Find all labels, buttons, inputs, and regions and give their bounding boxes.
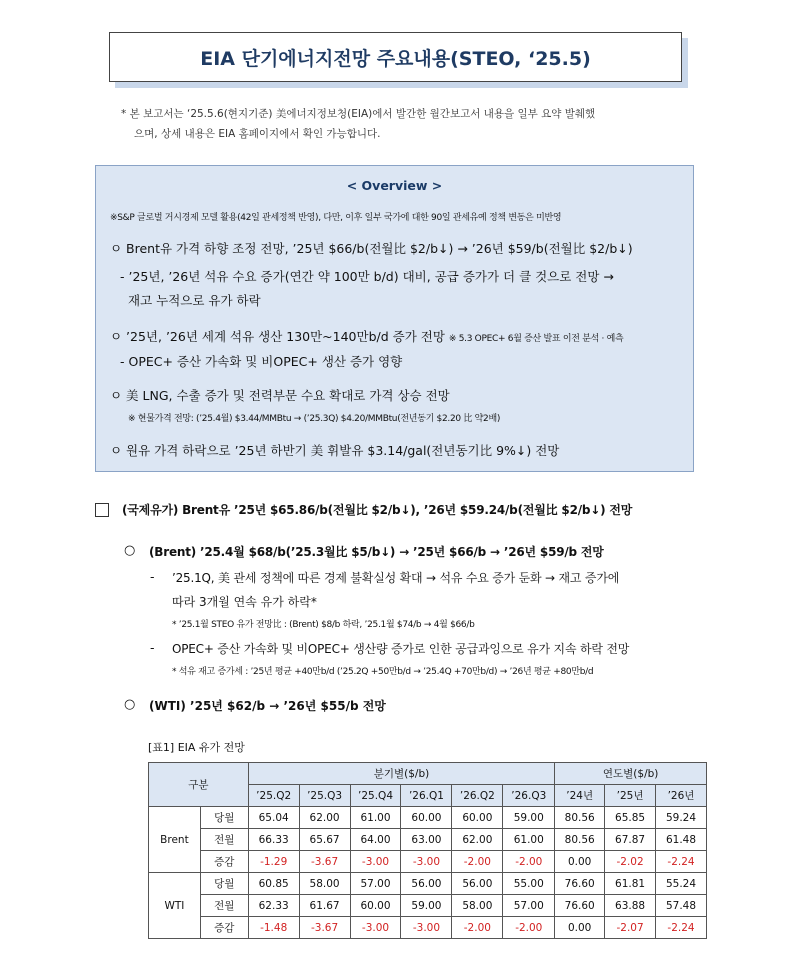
table-cell: 55.00 [503,873,555,895]
column-header: ’25.Q4 [350,785,401,807]
table-cell: 65.85 [605,807,656,829]
table-cell: -3.00 [401,851,452,873]
table-body [149,763,707,939]
table-row [149,917,707,939]
brent-bullet-marker: ○ [124,543,136,558]
oil-price-table [148,762,707,939]
table-row [149,873,707,895]
table-cell: 60.00 [350,895,401,917]
wti-bullet-marker: ○ [124,697,136,712]
column-header: ’26.Q1 [401,785,452,807]
column-header: ’25.Q3 [299,785,350,807]
overview-bullet-3-note: ※ 현물가격 전망: (’25.4월) $3.44/MMBtu → (’25.3Q) $4.20/MMBtu(전년동기 $2.20 比 약2배) [128,414,501,424]
table-cell: -1.48 [248,917,299,939]
table-cell: 56.00 [401,873,452,895]
table-cell: 58.00 [299,873,350,895]
section-heading: (국제유가) Brent유 ’25년 $65.86/b(전월比 $2/b↓), ’26년 $59.24/b(전월比 $2/b↓) 전망 [122,503,633,517]
table-cell: -1.29 [248,851,299,873]
table-cell: 61.48 [656,829,707,851]
row-group-name: Brent [149,807,201,873]
row-label: 전월 [200,829,248,851]
table-cell: 65.04 [248,807,299,829]
note-line-2: 으며, 상세 내용은 EIA 홈페이지에서 확인 가능합니다. [134,128,381,140]
table-cell: 55.24 [656,873,707,895]
table-cell: 61.00 [503,829,555,851]
table-cell: 76.60 [555,873,605,895]
table-cell: 62.33 [248,895,299,917]
column-header: ’25.Q2 [248,785,299,807]
table-cell: 59.00 [503,807,555,829]
table-cell: 80.56 [555,829,605,851]
table-cell: -2.07 [605,917,656,939]
overview-bullet-2 [110,327,623,345]
table-cell: 66.33 [248,829,299,851]
table-cell: -2.24 [656,917,707,939]
column-header: ’26.Q2 [452,785,503,807]
table-cell: 67.87 [605,829,656,851]
brent-detail-1-note: * ’25.1월 STEO 유가 전망比 : (Brent) $8/b 하락, ’25.1월 $74/b → 4월 $66/b [172,620,475,630]
table-cell: -2.00 [503,917,555,939]
table-cell: -3.00 [401,917,452,939]
table-cell: -2.02 [605,851,656,873]
page-title: EIA 단기에너지전망 주요내용(STEO, ‘25.5) [109,32,682,82]
header-annual: 연도별($/b) [555,763,707,785]
table-cell: -3.67 [299,851,350,873]
table-cell: 58.00 [452,895,503,917]
overview-bullet-1: ㅇ Brent유 가격 하향 조정 전망, ’25년 $66/b(전월比 $2/b↓) → ’26년 $59/b(전월比 $2/b↓) [110,241,633,256]
table-cell: -3.00 [350,851,401,873]
table-cell: 62.00 [299,807,350,829]
table-cell: 60.00 [452,807,503,829]
table-cell: 57.00 [503,895,555,917]
row-label: 증감 [200,917,248,939]
note-line-1: * 본 보고서는 ‘25.5.6(현지기준) 美에너지정보청(EIA)에서 발간한 월간보고서 내용을 일부 요약 발췌했 [121,108,596,120]
wti-heading: (WTI) ’25년 $62/b → ’26년 $55/b 전망 [149,699,386,713]
report-note [121,104,696,144]
header-quarterly: 분기별($/b) [248,763,555,785]
table-cell: 60.85 [248,873,299,895]
row-label: 당월 [200,807,248,829]
brent-detail-1a: ’25.1Q, 美 관세 정책에 따른 경제 불확실성 확대 → 석유 수요 증가 둔화 → 재고 증가에 [172,571,620,585]
overview-bullet-2-text: ㅇ ’25년, ’26년 세계 석유 생산 130만~140만b/d 증가 전망 [110,329,445,344]
dash-marker-2: - [150,640,155,655]
table-cell: -2.00 [503,851,555,873]
table-header-row-1 [149,763,707,785]
table-cell: 0.00 [555,917,605,939]
table-cell: 63.00 [401,829,452,851]
brent-heading: (Brent) ’25.4월 $68/b(’25.3월比 $5/b↓) → ’25년 $66/b → ’26년 $59/b 전망 [149,545,604,559]
table-cell: 59.24 [656,807,707,829]
table-cell: 56.00 [452,873,503,895]
row-label: 전월 [200,895,248,917]
column-header: ’26년 [656,785,707,807]
table-cell: -3.67 [299,917,350,939]
title-block [109,32,682,82]
table-row [149,829,707,851]
overview-bullet-2-note: ※ 5.3 OPEC+ 6월 증산 발표 이전 분석 · 예측 [448,334,624,344]
overview-title: < Overview > [346,178,443,193]
table-cell: 76.60 [555,895,605,917]
table-cell: 64.00 [350,829,401,851]
table-cell: -2.24 [656,851,707,873]
table-cell: 61.81 [605,873,656,895]
header-category: 구분 [149,763,249,807]
overview-assumption: ※S&P 글로벌 거시경제 모델 활용(42일 관세정책 반영), 다만, 이후 일부 국가에 대한 90일 관세유예 정책 변동은 미반영 [110,213,562,223]
table-cell: 63.88 [605,895,656,917]
column-header: ’24년 [555,785,605,807]
overview-bullet-4: ㅇ 원유 가격 하락으로 ’25년 하반기 美 휘발유 $3.14/gal(전년동기比 9%↓) 전망 [110,443,560,458]
brent-detail-2-note: * 석유 재고 증가세 : ’25년 평균 +40만b/d (’25.2Q +50만b/d → ’25.4Q +70만b/d) → ’26년 평균 +80만b/d [172,667,594,677]
overview-bullet-1-detail-a: - ’25년, ’26년 석유 수요 증가(연간 약 100만 b/d) 대비, 공급 증가가 더 클 것으로 전망 → [120,269,614,284]
column-header: ’25년 [605,785,656,807]
overview-bullet-2-detail: - OPEC+ 증산 가속화 및 비OPEC+ 생산 증가 영향 [120,354,403,369]
table-row [149,807,707,829]
overview-box [95,165,694,472]
table-row [149,851,707,873]
table-cell: -3.00 [350,917,401,939]
table-cell: 80.56 [555,807,605,829]
overview-bullet-1-detail-b: 재고 누적으로 유가 하락 [128,293,261,308]
table-cell: 61.67 [299,895,350,917]
table-cell: 59.00 [401,895,452,917]
row-group-name: WTI [149,873,201,939]
table-cell: -2.00 [452,851,503,873]
column-header: ’26.Q3 [503,785,555,807]
table-cell: 0.00 [555,851,605,873]
brent-detail-1b: 따라 3개월 연속 유가 하락* [172,595,317,609]
table-cell: 60.00 [401,807,452,829]
brent-detail-2: OPEC+ 증산 가속화 및 비OPEC+ 생산량 증가로 인한 공급과잉으로 유가 지속 하락 전망 [172,642,630,656]
row-label: 증감 [200,851,248,873]
overview-bullet-3: ㅇ 美 LNG, 수출 증가 및 전력부문 수요 확대로 가격 상승 전망 [110,388,450,403]
row-label: 당월 [200,873,248,895]
table-cell: 57.00 [350,873,401,895]
table-cell: 65.67 [299,829,350,851]
table-row [149,895,707,917]
section-checkbox [95,503,109,517]
table-cell: 62.00 [452,829,503,851]
table-caption: [표1] EIA 유가 전망 [148,741,245,754]
table-cell: 57.48 [656,895,707,917]
table-cell: 61.00 [350,807,401,829]
dash-marker-1: - [150,569,155,584]
table-cell: -2.00 [452,917,503,939]
